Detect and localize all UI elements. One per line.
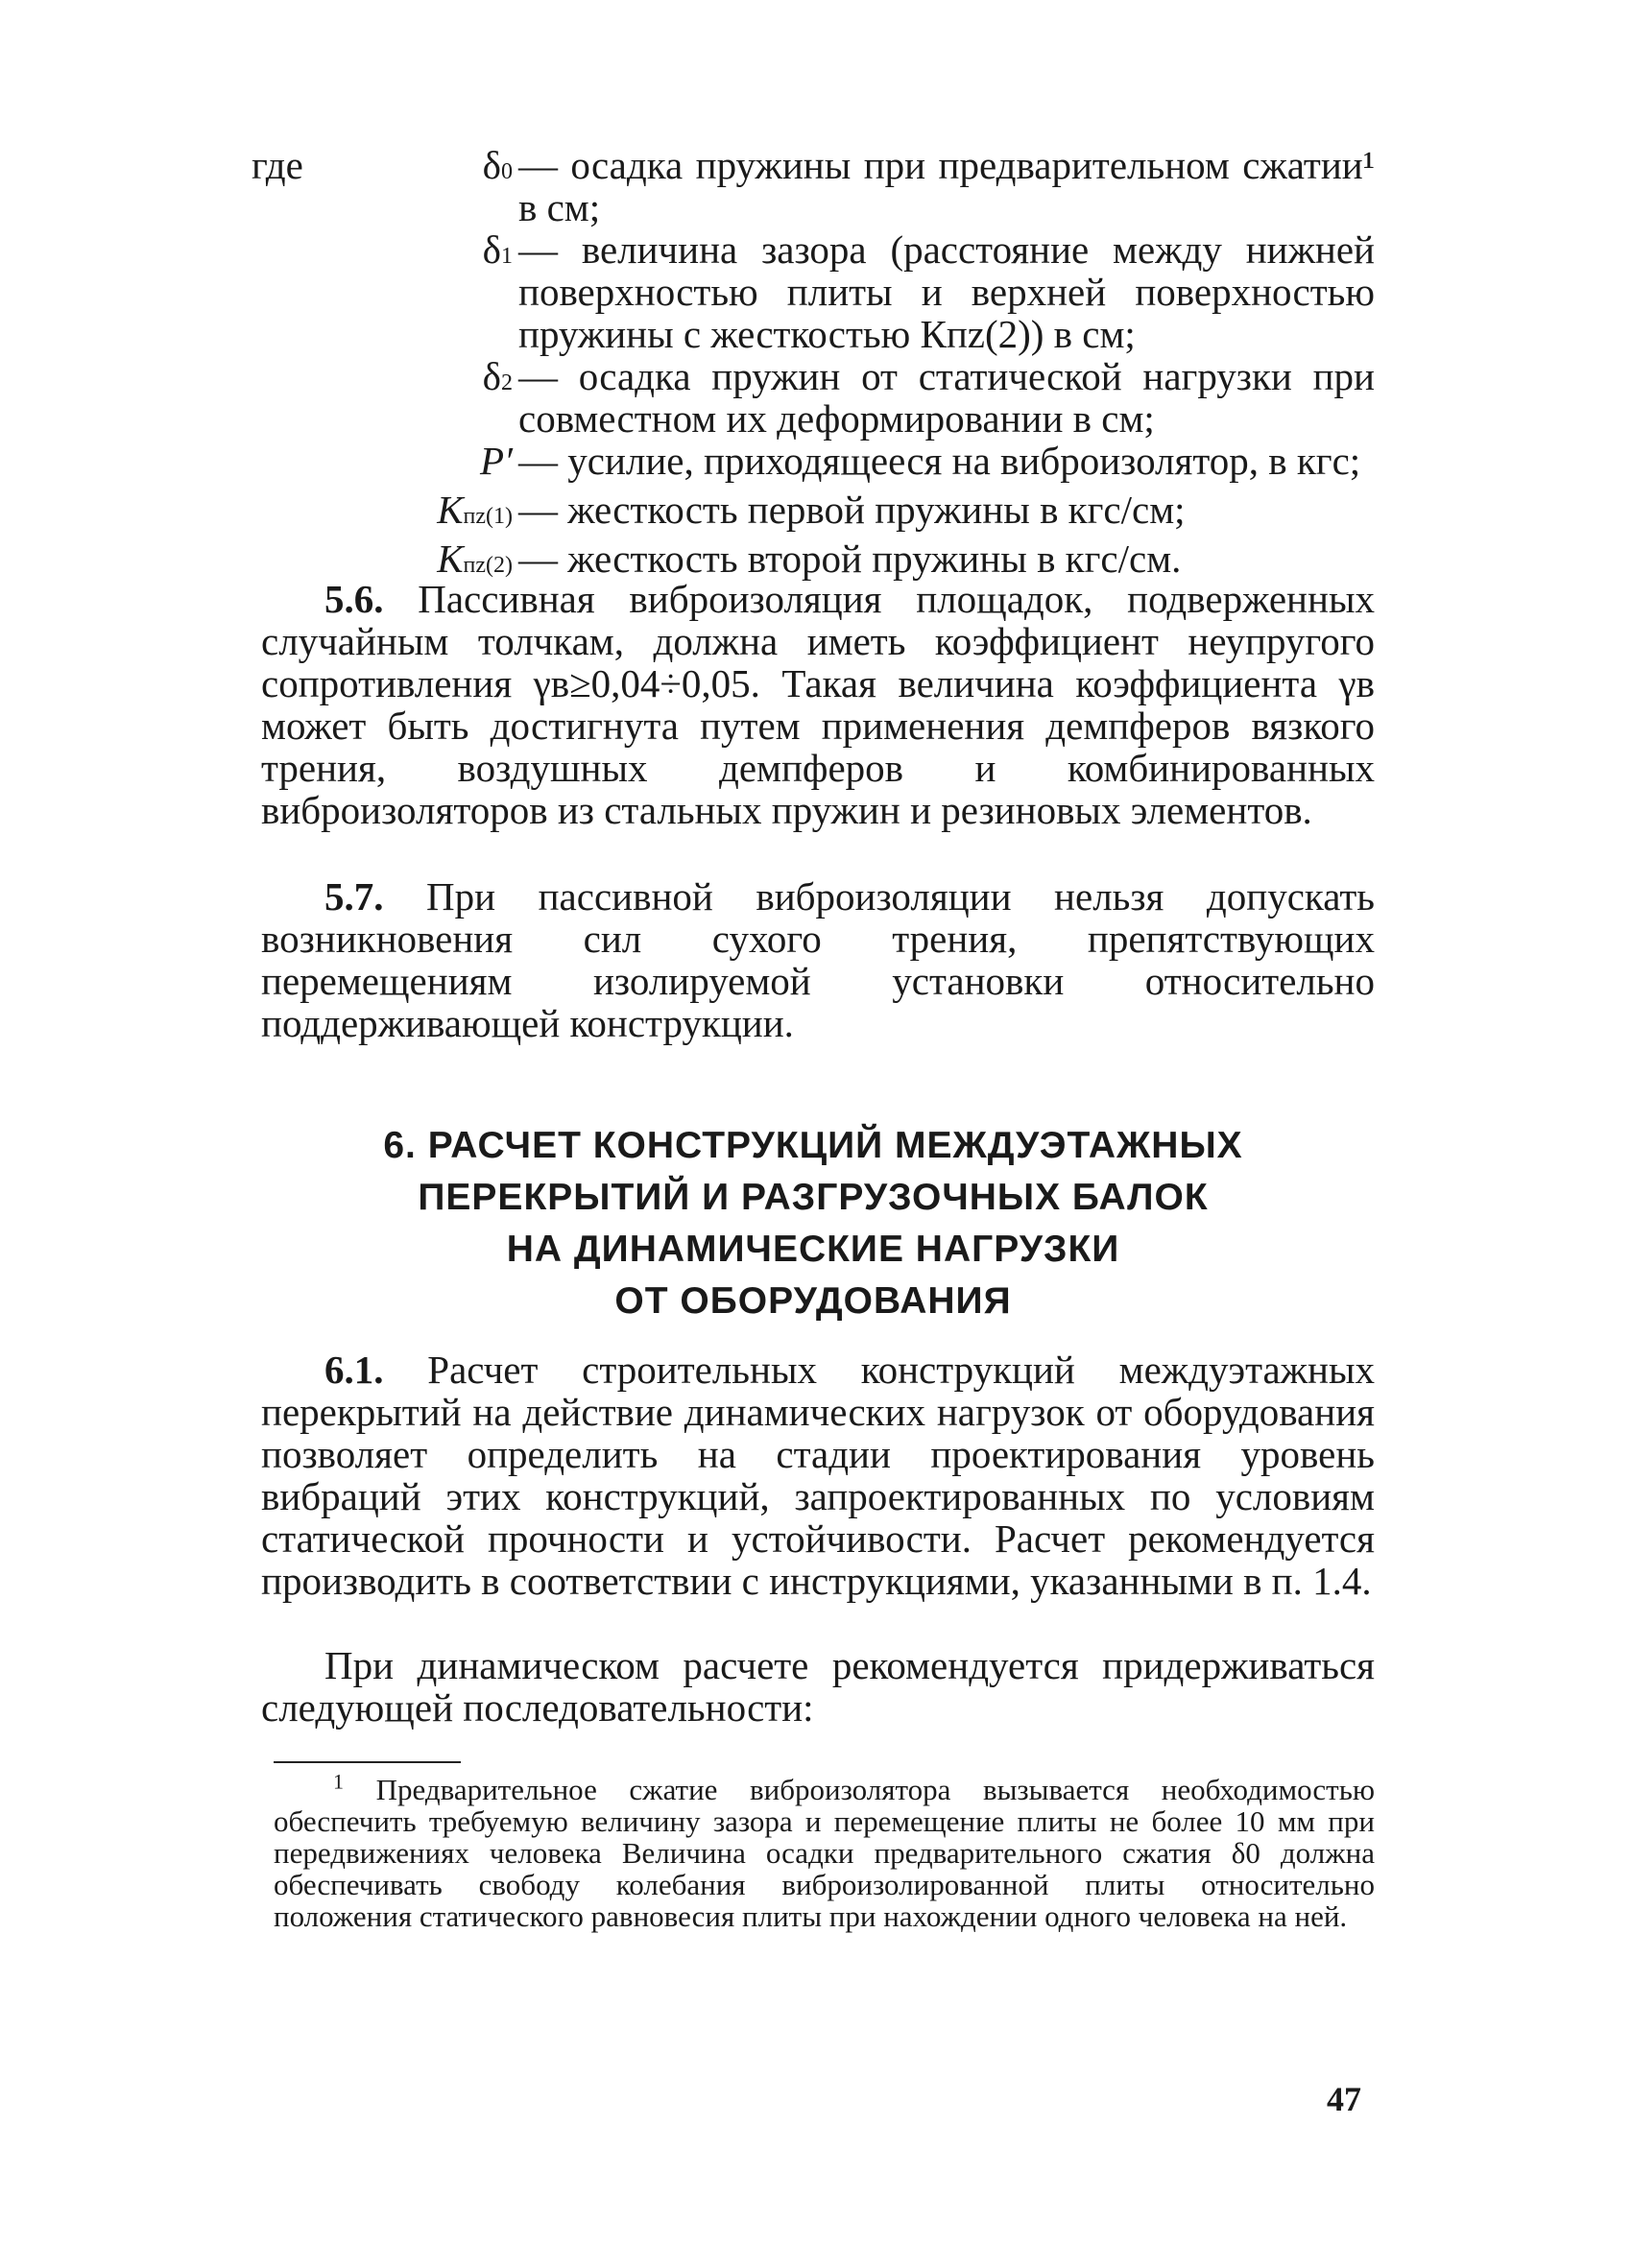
paragraph-6-1: 6.1. Расчет строительных конструкций междуэтажных перекрытий на действие динамических нагрузок от оборудования позволяет определить на стадии проектирования уровень вибраций этих конструкций, запроектированных по условиям статической прочности и устойчивости. Расчет рекомендуется производить в соответствии с инструкциями, указанными в п. 1.4. [261, 1348, 1376, 1603]
page-number: 47 [1327, 2080, 1361, 2118]
paragraph-5-7: 5.7. При пассивной виброизоляции нельзя допускать возникновения сил сухого трения, препятствующих перемещениям изолируемой установки относительно поддерживающей конструкции. [261, 874, 1375, 1045]
definition-symbol: δ1 [482, 227, 513, 272]
where-label: где [252, 143, 303, 187]
definition-symbol: δ2 [482, 354, 513, 398]
definition-item [252, 355, 1375, 440]
definition-text: — осадка пружин от статической нагрузки при совместном их деформировании в см; [518, 354, 1375, 441]
definition-text: — величина зазора (расстояние между нижней поверхностью плиты и верхней поверхностью пружины с жесткостью Кпz(2)) в см; [518, 227, 1375, 356]
definition-symbol: δ0 [482, 143, 513, 187]
definition-item [252, 489, 1375, 537]
definition-text: — усилие, приходящееся на виброизолятор, в кгс; [518, 439, 1361, 483]
definitions-list [252, 144, 1375, 586]
definition-text: — осадка пружины при предварительном сжатии¹ в см; [518, 143, 1375, 229]
footnote-divider [274, 1761, 461, 1763]
definition-symbol: Кпz(1) [437, 488, 513, 532]
definition-text: — жесткость первой пружины в кгс/см; [518, 488, 1186, 532]
definition-text: — жесткость второй пружины в кгс/см. [518, 537, 1182, 581]
definition-item [252, 144, 1375, 228]
definition-item [252, 228, 1375, 355]
definition-item [252, 440, 1375, 489]
paragraph-5-6: 5.6. Пассивная виброизоляция площадок, подверженных случайным толчкам, должна иметь коэффициент неупругого сопротивления γв≥0,04÷0,05. Такая величина коэффициента γв может быть достигнута путем применения демпферов вязкого трения, воздушных демпферов и комбинированных виброизоляторов из стальных пружин и резиновых элементов. [261, 577, 1375, 832]
section-heading: 6. РАСЧЕТ КОНСТРУКЦИЙ МЕЖДУЭТАЖНЫХ ПЕРЕКРЫТИЙ И РАЗГРУЗОЧНЫХ БАЛОК НА ДИНАМИЧЕСКИЕ НАГРУЗКИ ОТ ОБОРУДОВАНИЯ [383, 1125, 1243, 1322]
definition-symbol: Кпz(2) [437, 537, 513, 581]
footnote: $^1$ Предварительное сжатие виброизолятора вызывается необходимостью обеспечить требуемую величину зазора и перемещение плиты не более 10 мм при передвижениях человека Величина осадки предварительного сжатия δ0 должна обеспечивать свободу колебания виброизолированной плиты относительно положения статического равновесия плиты при нахождении одного человека на ней. [274, 1769, 1376, 1933]
definition-symbol: P′ [479, 439, 513, 483]
paragraph-sequence: При динамическом расчете рекомендуется придерживаться следующей последовательности: [261, 1643, 1375, 1730]
